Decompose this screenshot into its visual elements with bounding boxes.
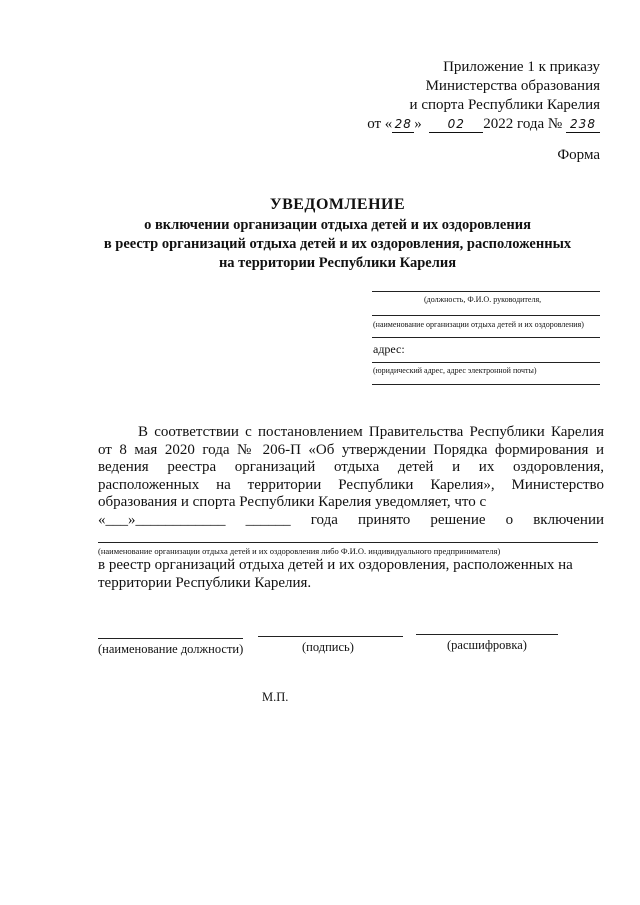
annex-date-line: от « 28 » 02 2022 года № 238: [340, 115, 600, 134]
addressee-caption-2: (наименование организации отдыха детей и их оздоровления): [373, 320, 584, 329]
addressee-caption-1: (должность, Ф.И.О. руководителя,: [424, 295, 542, 304]
year-blank: ______: [245, 511, 291, 528]
decoding-line: [416, 634, 558, 635]
addressee-line-1: [372, 291, 600, 292]
addressee-line-4: [372, 362, 600, 363]
document-title: УВЕДОМЛЕНИЕ: [269, 196, 406, 213]
date-blank: «___»____________: [98, 511, 226, 528]
addressee-line-3: [372, 337, 600, 338]
annex-line-1: Приложение 1 к приказу: [443, 59, 600, 75]
addressee-line-2: [372, 315, 600, 316]
stamp-place: М.П.: [262, 690, 289, 704]
subtitle-line-1: о включении организации отдыха детей и их оздоровления: [144, 217, 531, 233]
decoding-caption: (расшифровка): [447, 638, 527, 652]
signature-caption: (подпись): [302, 640, 354, 654]
notice-last-line: «___»____________ ______ года принято решение о включении: [98, 511, 604, 528]
annex-line-3: и спорта Республики Карелия: [409, 97, 600, 113]
notice-continuation: в реестр организаций отдыха детей и их оздоровления, расположенных на территории Республики Карелия.: [98, 557, 573, 591]
position-line: [98, 638, 243, 639]
document-subtitle: [60, 216, 615, 273]
annex-block: [340, 58, 600, 134]
annex-month: 02: [429, 117, 483, 133]
notice-body: [98, 424, 604, 529]
organization-line: [98, 542, 598, 543]
subtitle-line-2: в реестр организаций отдыха детей и их оздоровления, расположенных: [103, 236, 572, 252]
position-caption: (наименование должности): [98, 642, 244, 656]
organization-caption: (наименование организации отдыха детей и их оздоровления либо Ф.И.О. индивидуального предпринимателя): [98, 546, 501, 556]
signature-line: [258, 636, 403, 637]
annex-line-2: Министерства образования: [425, 78, 600, 94]
notice-paragraph: В соответствии с постановлением Правительства Республики Карелия от 8 мая 2020 года № 206-П «Об утверждении Порядка формирования и ведения реестра организаций отдыха детей и их оздоровления, расположенных на территории Республики Карелия», Министерство образования и спорта Республики Карелия уведомляет, что с: [98, 424, 604, 510]
annex-day: 28: [392, 117, 414, 133]
address-label: адрес:: [373, 342, 405, 356]
annex-number: 238: [566, 117, 600, 133]
addressee-line-5: [372, 384, 600, 385]
subtitle-line-3: на территории Республики Карелия: [218, 255, 457, 271]
addressee-caption-3: (юридический адрес, адрес электронной почты): [373, 366, 537, 375]
form-label: Форма: [557, 147, 600, 163]
